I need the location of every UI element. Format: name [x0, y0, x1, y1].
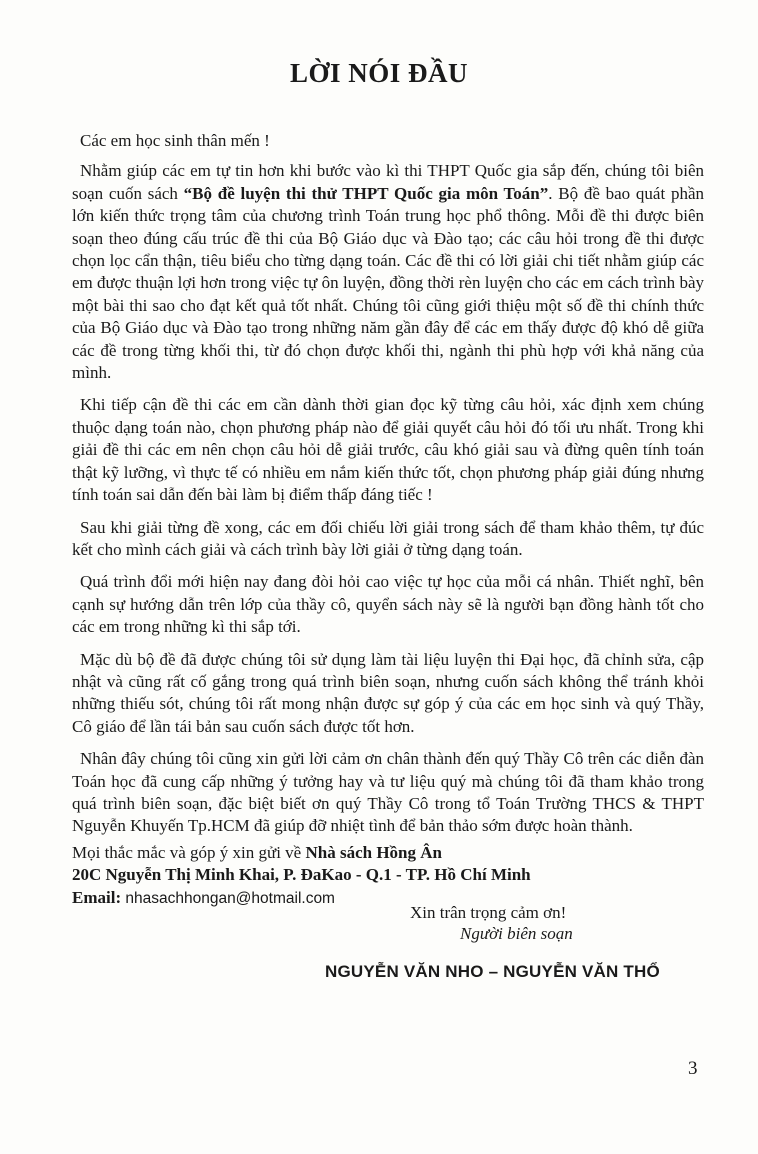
body-text [72, 130, 704, 910]
closing-thanks: Xin trân trọng cảm ơn! [410, 903, 567, 922]
paragraph-5: Mặc dù bộ đề đã được chúng tôi sử dụng làm tài liệu luyện thi Đại học, đã chỉnh sửa, cập nhật và cũng rất cố gắng trong quá trình biên soạn, nhưng cuốn sách không thể tránh khỏi những thiếu sót, chúng tôi rất mong nhận được sự góp ý của các em học sinh và quý Thầy, Cô giáo để lần tái bản sau cuốn sách được tốt hơn. [72, 649, 704, 736]
contact-block [72, 842, 704, 910]
email-label: Email: [72, 887, 122, 907]
publisher-name: Nhà sách Hồng Ân [305, 842, 442, 862]
publisher-address: 20C Nguyễn Thị Minh Khai, P. ĐaKao - Q.1 - TP. Hồ Chí Minh [72, 865, 531, 885]
book-title: “Bộ đề luyện thi thử THPT Quốc gia môn Toán” [183, 183, 549, 203]
contact-intro: Mọi thắc mắc và góp ý xin gửi về [72, 842, 306, 862]
paragraph-1 [72, 160, 704, 384]
greeting: Các em học sinh thân mến ! [80, 131, 270, 150]
email-address: nhasachhongan@hotmail.com [125, 889, 335, 907]
paragraph-3: Sau khi giải từng đề xong, các em đối chiếu lời giải trong sách để tham khảo thêm, tự đúc kết cho mình cách giải và cách trình bày lời giải ở từng dạng toán. [72, 517, 704, 559]
paragraph-1-intro: Nhằm giúp các em tự tin hơn khi bước vào kì thi THPT Quốc gia sắp đến, chúng tôi biên soạn cuốn sách [72, 161, 704, 203]
paragraph-1-rest: . Bộ đề bao quát phần lớn kiến thức trọng tâm của chương trình Toán trung học phổ thông. Mỗi đề thi được biên soạn theo đúng cấu trúc đề thi của Bộ Giáo dục và Đào tạo; các câu hỏi trong đề thi được chọn lọc cẩn thận, tiêu biểu cho từng dạng toán. Các đề thi có lời giải chi tiết nhằm giúp các em được thuận lợi hơn trong việc tự ôn luyện, đồng thời rèn luyện cho các em cách trình bày một bài thi sao cho đạt kết quả tốt nhất. Chúng tôi cũng giới thiệu một số đề thi chính thức của Bộ Giáo dục và Đào tạo trong những năm gần đây để các em thấy được độ khó dễ giữa các đề trong từng khối thi, từ đó chọn được khối thi, ngành thi phù hợp với khả năng của mình. [72, 183, 704, 383]
author-names: NGUYỄN VĂN NHO – NGUYỄN VĂN THỔ [325, 962, 660, 981]
paragraph-2: Khi tiếp cận đề thi các em cần dành thời gian đọc kỹ từng câu hỏi, xác định xem chúng thuộc dạng toán nào, chọn phương pháp nào để giải quyết câu hỏi đó tối ưu nhất. Trong khi giải đề thi các em nên chọn câu hỏi dễ giải trước, câu khó giải sau và đừng quên tính toán thật kỹ lưỡng, vì thực tế có nhiều em nắm kiến thức tốt, chọn phương pháp giải đúng nhưng tính toán sai dẫn đến bài làm bị điểm thấp đáng tiếc ! [72, 395, 704, 505]
email-line [72, 887, 704, 910]
contact-intro-line [72, 842, 704, 864]
page-title: LỜI NÓI ĐẦU [289, 58, 469, 88]
page-number: 3 [688, 1058, 698, 1079]
author-role: Người biên soạn [460, 924, 573, 943]
paragraph-6: Nhân đây chúng tôi cũng xin gửi lời cảm ơn chân thành đến quý Thầy Cô trên các diễn đàn Toán học đã cung cấp những ý tưởng hay và tư liệu quý mà chúng tôi đã tham khảo trong quá trình biên soạn, đặc biệt biết ơn quý Thầy Cô trong tổ Toán Trường THCS & THPT Nguyễn Khuyến Tp.HCM đã giúp đỡ nhiệt tình để bản thảo sớm được hoàn thành. [72, 749, 704, 836]
address-line [72, 864, 704, 886]
paragraph-4: Quá trình đổi mới hiện nay đang đòi hỏi cao việc tự học của mỗi cá nhân. Thiết nghĩ, bên cạnh sự hướng dẫn trên lớp của thầy cô, quyển sách này sẽ là người bạn đồng hành tốt cho các em trong những kì thi sắp tới. [72, 572, 704, 637]
